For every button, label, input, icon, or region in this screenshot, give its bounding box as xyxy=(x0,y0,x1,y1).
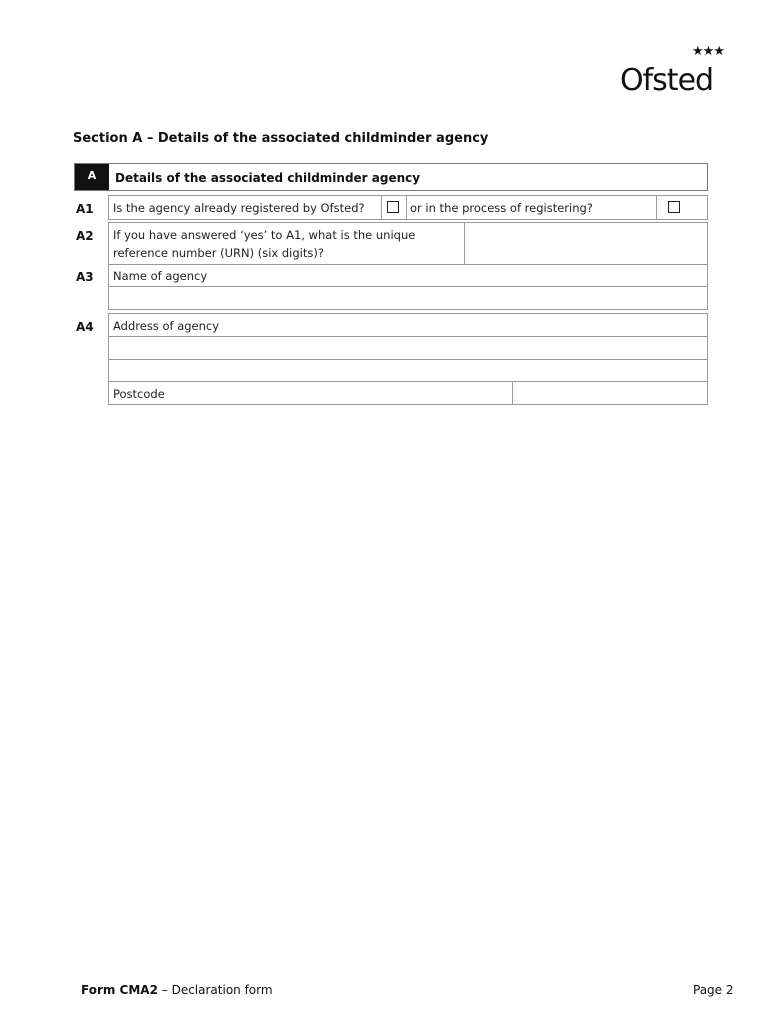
footer-form-label xyxy=(81,983,273,997)
section-title: Section A – Details of the associated childminder agency xyxy=(73,131,489,146)
row-label-a3: A3 xyxy=(76,270,94,284)
registered-checkbox[interactable] xyxy=(387,201,399,213)
footer-form-name: Form CMA2 xyxy=(81,983,158,997)
row-label-a4: A4 xyxy=(76,320,94,334)
section-header-title: Details of the associated childminder agency xyxy=(115,171,421,185)
a1-question: Is the agency already registered by Ofsted? xyxy=(113,201,365,215)
section-badge: A xyxy=(75,164,109,190)
postcode-input[interactable] xyxy=(517,386,703,404)
agency-name-input[interactable] xyxy=(113,289,703,307)
logo-text: Ofsted xyxy=(620,63,714,98)
row-label-a2: A2 xyxy=(76,229,94,243)
a2-question-line1: If you have answered ‘yes’ to A1, what is the unique xyxy=(113,228,416,242)
a2-question-line2: reference number (URN) (six digits)? xyxy=(113,246,324,260)
row-label-a1: A1 xyxy=(76,202,94,216)
section-header xyxy=(74,163,708,191)
address-line1-input[interactable] xyxy=(113,340,703,358)
logo-stars-icon: ★★★ xyxy=(692,44,724,59)
footer-form-desc: – Declaration form xyxy=(157,983,273,997)
postcode-label: Postcode xyxy=(113,387,165,401)
a1-alt-question: or in the process of registering? xyxy=(410,201,593,215)
address-line2-input[interactable] xyxy=(113,363,703,381)
footer-page-number: Page 2 xyxy=(693,983,734,997)
registering-checkbox[interactable] xyxy=(668,201,680,213)
a4-question: Address of agency xyxy=(113,319,220,333)
ofsted-logo xyxy=(620,44,730,96)
a3-question: Name of agency xyxy=(113,269,208,283)
urn-input[interactable] xyxy=(469,228,703,262)
